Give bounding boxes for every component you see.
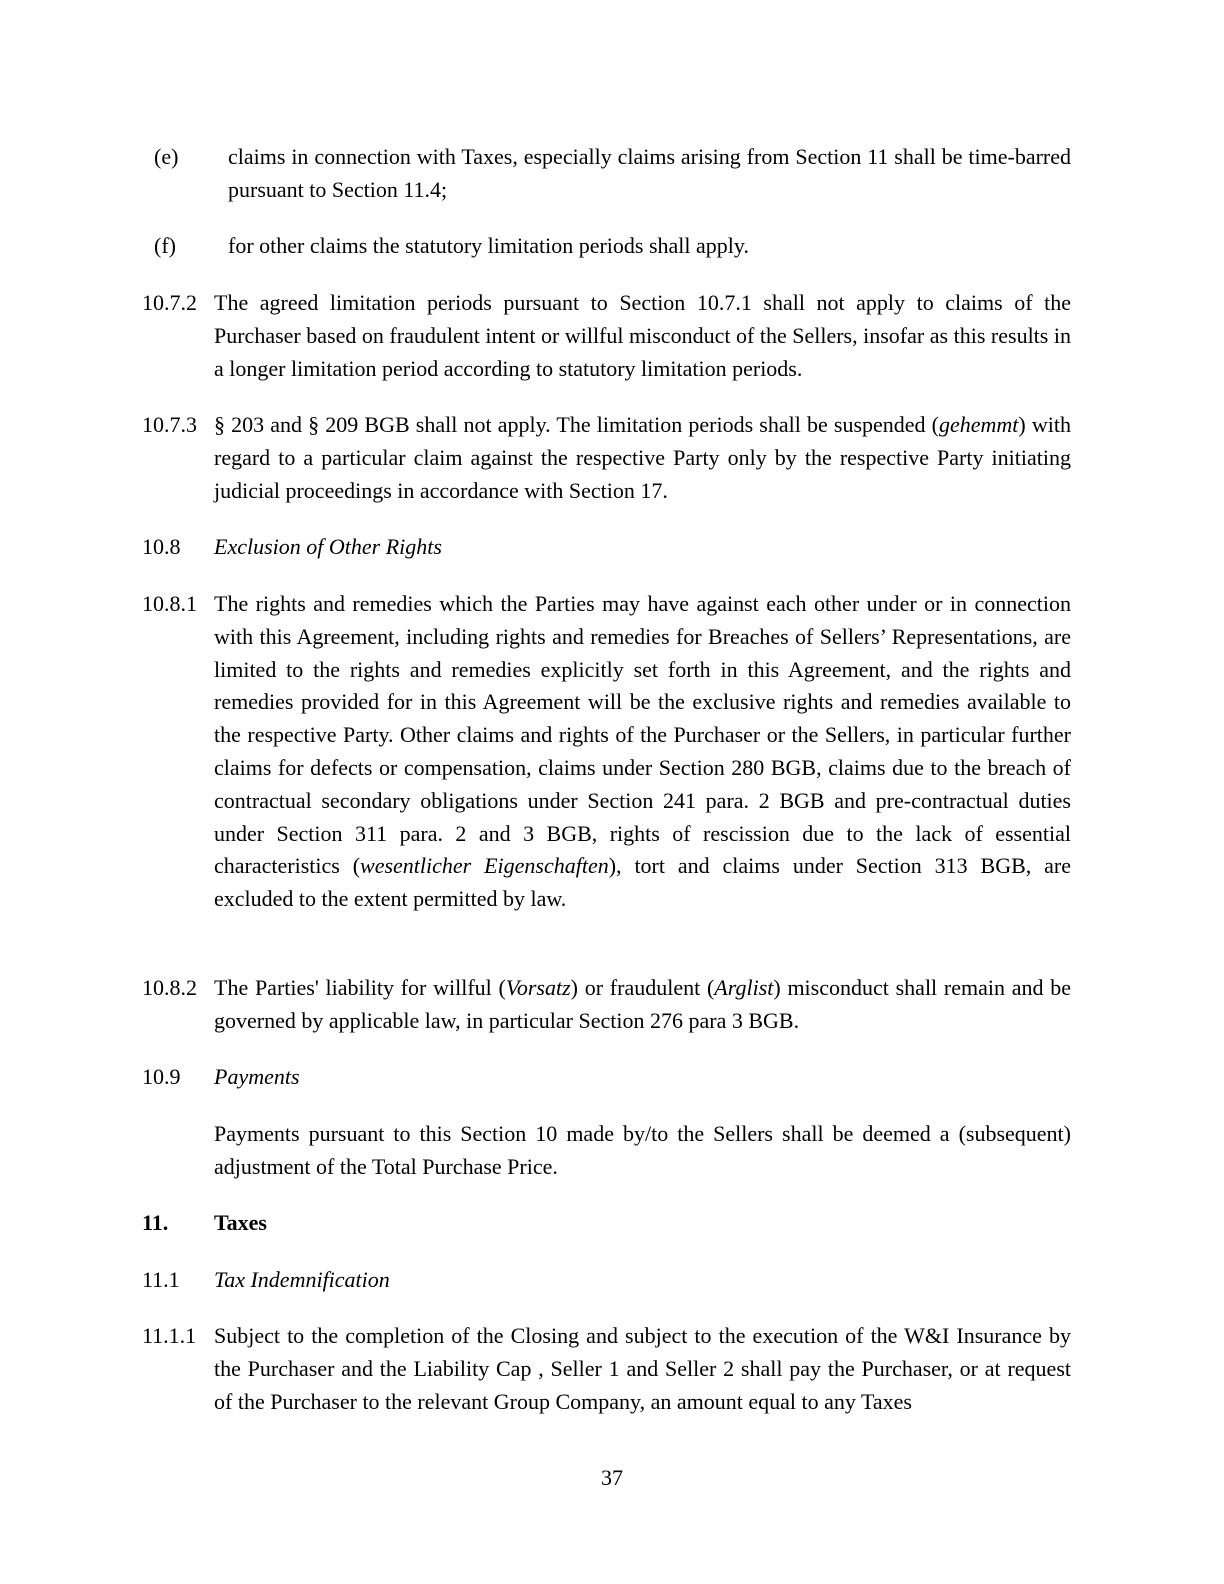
section-title: Payments (214, 1064, 300, 1089)
section-10-8-heading (142, 531, 1071, 564)
section-text: The rights and remedies which the Parties may have against each other under or in connection with this Agreement, including rights and remedies for Breaches of Sellers’ Representations, are limited to the rights and remedies explicitly set forth in this Agreement, and the rights and remedies provided for in this Agreement will be the exclusive rights and remedies available to the respective Party. Other claims and rights of the Purchaser or the Sellers, in particular further claims for defects or compensation, claims under Section 280 BGB, claims due to the breach of contractual secondary obligations under Section 241 para. 2 BGB and pre-contractual duties under Section 311 para. 2 and 3 BGB, rights of rescission due to the lack of essential characteristics (wesentlicher Eigenschaften), tort and claims under Section 313 BGB, are excluded to the extent permitted by law. (214, 591, 1071, 912)
page-number: 37 (601, 1465, 623, 1490)
section-title: Taxes (214, 1210, 267, 1235)
section-11-1-1 (142, 1320, 1071, 1418)
section-number: 10.8.2 (142, 975, 197, 1000)
clause-e (142, 141, 1071, 207)
section-text: § 203 and § 209 BGB shall not apply. The limitation periods shall be suspended (gehemmt) with regard to a particular claim against the respective Party only by the respective Party initiating judicial proceedings in accordance with Section 17. (214, 412, 1071, 503)
section-number: 10.8 (142, 534, 181, 559)
clause-text: claims in connection with Taxes, especially claims arising from Section 11 shall be time-barred pursuant to Section 11.4; (228, 144, 1071, 202)
section-title: Exclusion of Other Rights (214, 534, 442, 559)
section-number: 11. (142, 1210, 169, 1235)
section-number: 11.1 (142, 1267, 180, 1292)
section-10-8-1 (142, 588, 1071, 916)
section-text: The Parties' liability for willful (Vorsatz) or fraudulent (Arglist) misconduct shall remain and be governed by applicable law, in particular Section 276 para 3 BGB. (214, 975, 1072, 1033)
section-text: The agreed limitation periods pursuant to Section 10.7.1 shall not apply to claims of the Purchaser based on fraudulent intent or willful misconduct of the Sellers, insofar as this results in a longer limitation period according to statutory limitation periods. (214, 290, 1071, 381)
clause-number: (f) (154, 233, 176, 258)
clause-f (142, 230, 1071, 263)
section-10-9-text (142, 1118, 1071, 1184)
section-11-heading (142, 1207, 1071, 1240)
section-text: Payments pursuant to this Section 10 made by/to the Sellers shall be deemed a (subsequent) adjustment of the Total Purchase Price. (214, 1121, 1071, 1179)
section-number: 10.8.1 (142, 591, 197, 616)
section-10-9-heading (142, 1061, 1071, 1094)
section-number: 10.7.2 (142, 290, 197, 315)
section-10-8-2 (142, 972, 1071, 1038)
section-10-7-2 (142, 287, 1071, 385)
section-text: Subject to the completion of the Closing and subject to the execution of the W&I Insurance by the Purchaser and the Liability Cap , Seller 1 and Seller 2 shall pay the Purchaser, or at request of the Purchaser to the relevant Group Company, an amount equal to any Taxes (214, 1323, 1071, 1414)
section-number: 10.9 (142, 1064, 181, 1089)
section-11-1-heading (142, 1264, 1071, 1297)
section-number: 11.1.1 (142, 1323, 197, 1348)
clause-text: for other claims the statutory limitation periods shall apply. (228, 233, 749, 258)
section-10-7-3 (142, 409, 1071, 507)
clause-number: (e) (154, 144, 179, 169)
section-title: Tax Indemnification (214, 1267, 390, 1292)
section-number: 10.7.3 (142, 412, 197, 437)
